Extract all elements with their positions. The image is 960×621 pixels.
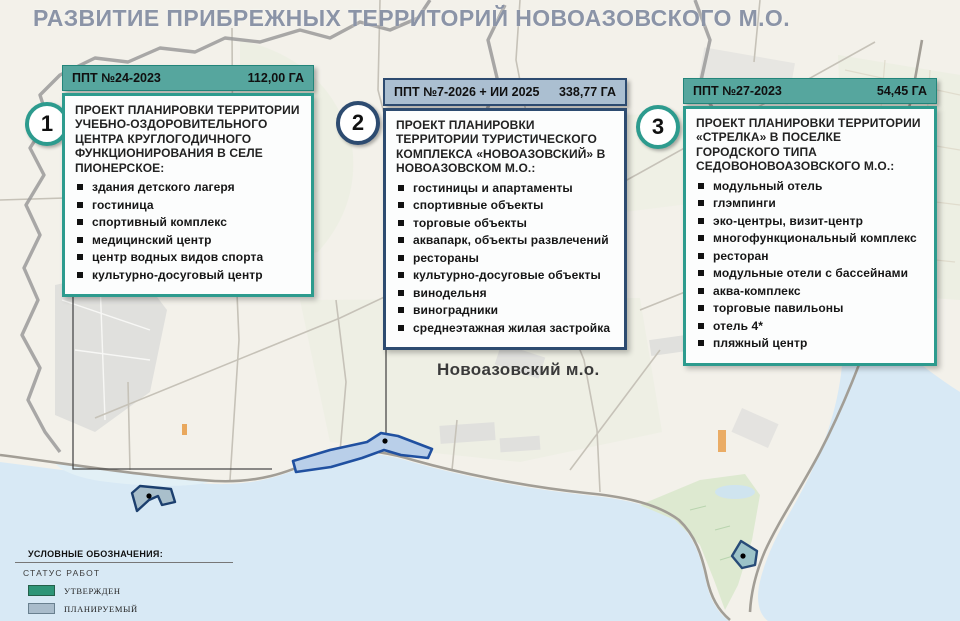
legend-row-planned	[28, 603, 233, 614]
card-2-description: ПРОЕКТ ПЛАНИРОВКИ ТЕРРИТОРИИ ТУРИСТИЧЕСКОГО КОМПЛЕКСА «НОВОАЗОВСКИЙ» В НОВОАЗОВСКОМ М.О.:	[396, 118, 606, 176]
list-item: торговые объекты	[396, 217, 614, 231]
card-3-body	[683, 106, 937, 366]
card-2-ppt-code: ППТ №7-2026 + ИИ 2025	[394, 85, 540, 99]
project-card-2	[383, 78, 627, 350]
list-item: среднеэтажная жилая застройка	[396, 322, 614, 336]
project-card-3	[683, 78, 937, 366]
project-card-1	[62, 65, 314, 297]
card-2-feature-list	[396, 182, 614, 336]
map-fleck	[182, 424, 187, 435]
list-item: глэмпинги	[696, 197, 924, 211]
list-item: пляжный центр	[696, 337, 924, 351]
legend-label-planned: ПЛАНИРУЕМЫЙ	[64, 603, 138, 614]
card-1-header	[62, 65, 314, 91]
status-approved-swatch	[28, 585, 55, 596]
pond	[715, 485, 755, 499]
list-item: эко-центры, визит-центр	[696, 215, 924, 229]
list-item: культурно-досуговый центр	[75, 269, 301, 283]
marker-number-3: 3	[636, 105, 680, 149]
list-item: гостиницы и апартаменты	[396, 182, 614, 196]
card-2-area-value: 338,77 ГА	[558, 85, 616, 99]
card-2-header	[383, 78, 627, 106]
parcel-3-marker	[740, 553, 745, 558]
list-item: ресторан	[696, 250, 924, 264]
parcel-2-marker	[382, 438, 387, 443]
card-3-header	[683, 78, 937, 104]
list-item: здания детского лагеря	[75, 181, 301, 195]
card-2-body	[383, 108, 627, 350]
card-3-area-value: 54,45 ГА	[876, 84, 927, 98]
list-item: рестораны	[396, 252, 614, 266]
list-item: модульный отель	[696, 180, 924, 194]
list-item: гостиница	[75, 199, 301, 213]
card-1-area-value: 112,00 ГА	[247, 71, 304, 85]
list-item: спортивные объекты	[396, 199, 614, 213]
legend	[15, 549, 233, 614]
list-item: аква-комплекс	[696, 285, 924, 299]
list-item: виноградники	[396, 304, 614, 318]
card-1-ppt-code: ППТ №24-2023	[72, 71, 161, 85]
card-3-feature-list	[696, 180, 924, 351]
card-1-description: ПРОЕКТ ПЛАНИРОВКИ ТЕРРИТОРИИ УЧЕБНО-ОЗДОРОВИТЕЛЬНОГО ЦЕНТРА КРУГЛОГОДИЧНОГО ФУНКЦИОНИРОВАНИЯ В СЕЛЕ ПИОНЕРСКОЕ:	[75, 103, 300, 175]
list-item: многофункциональный комплекс	[696, 232, 924, 246]
list-item: культурно-досуговые объекты	[396, 269, 614, 283]
legend-subtitle: СТАТУС РАБОТ	[23, 568, 101, 578]
card-3-description: ПРОЕКТ ПЛАНИРОВКИ ТЕРРИТОРИИ «СТРЕЛКА» В ПОСЕЛКЕ ГОРОДСКОГО ТИПА СЕДОВОНОВОАЗОВСКОГО М.О.:	[696, 116, 921, 174]
map-fleck	[718, 430, 726, 452]
list-item: торговые павильоны	[696, 302, 924, 316]
status-planned-swatch	[28, 603, 55, 614]
list-item: спортивный комплекс	[75, 216, 301, 230]
legend-label-approved: УТВЕРЖДЕН	[64, 585, 121, 596]
legend-title: УСЛОВНЫЕ ОБОЗНАЧЕНИЯ:	[15, 549, 233, 563]
legend-row-approved	[28, 585, 233, 596]
parcel-1-marker	[146, 493, 151, 498]
list-item: винодельня	[396, 287, 614, 301]
page-title: РАЗВИТИЕ ПРИБРЕЖНЫХ ТЕРРИТОРИЙ НОВОАЗОВСКОГО М.О.	[33, 5, 790, 31]
region-label: Новоазовский м.о.	[437, 360, 600, 379]
list-item: модульные отели с бассейнами	[696, 267, 924, 281]
card-3-ppt-code: ППТ №27-2023	[693, 84, 782, 98]
list-item: медицинский центр	[75, 234, 301, 248]
list-item: отель 4*	[696, 320, 924, 334]
list-item: аквапарк, объекты развлечений	[396, 234, 614, 248]
marker-number-2: 2	[336, 101, 380, 145]
card-1-body	[62, 93, 314, 297]
list-item: центр водных видов спорта	[75, 251, 301, 265]
marker-number-1: 1	[25, 102, 69, 146]
card-1-feature-list	[75, 181, 301, 282]
